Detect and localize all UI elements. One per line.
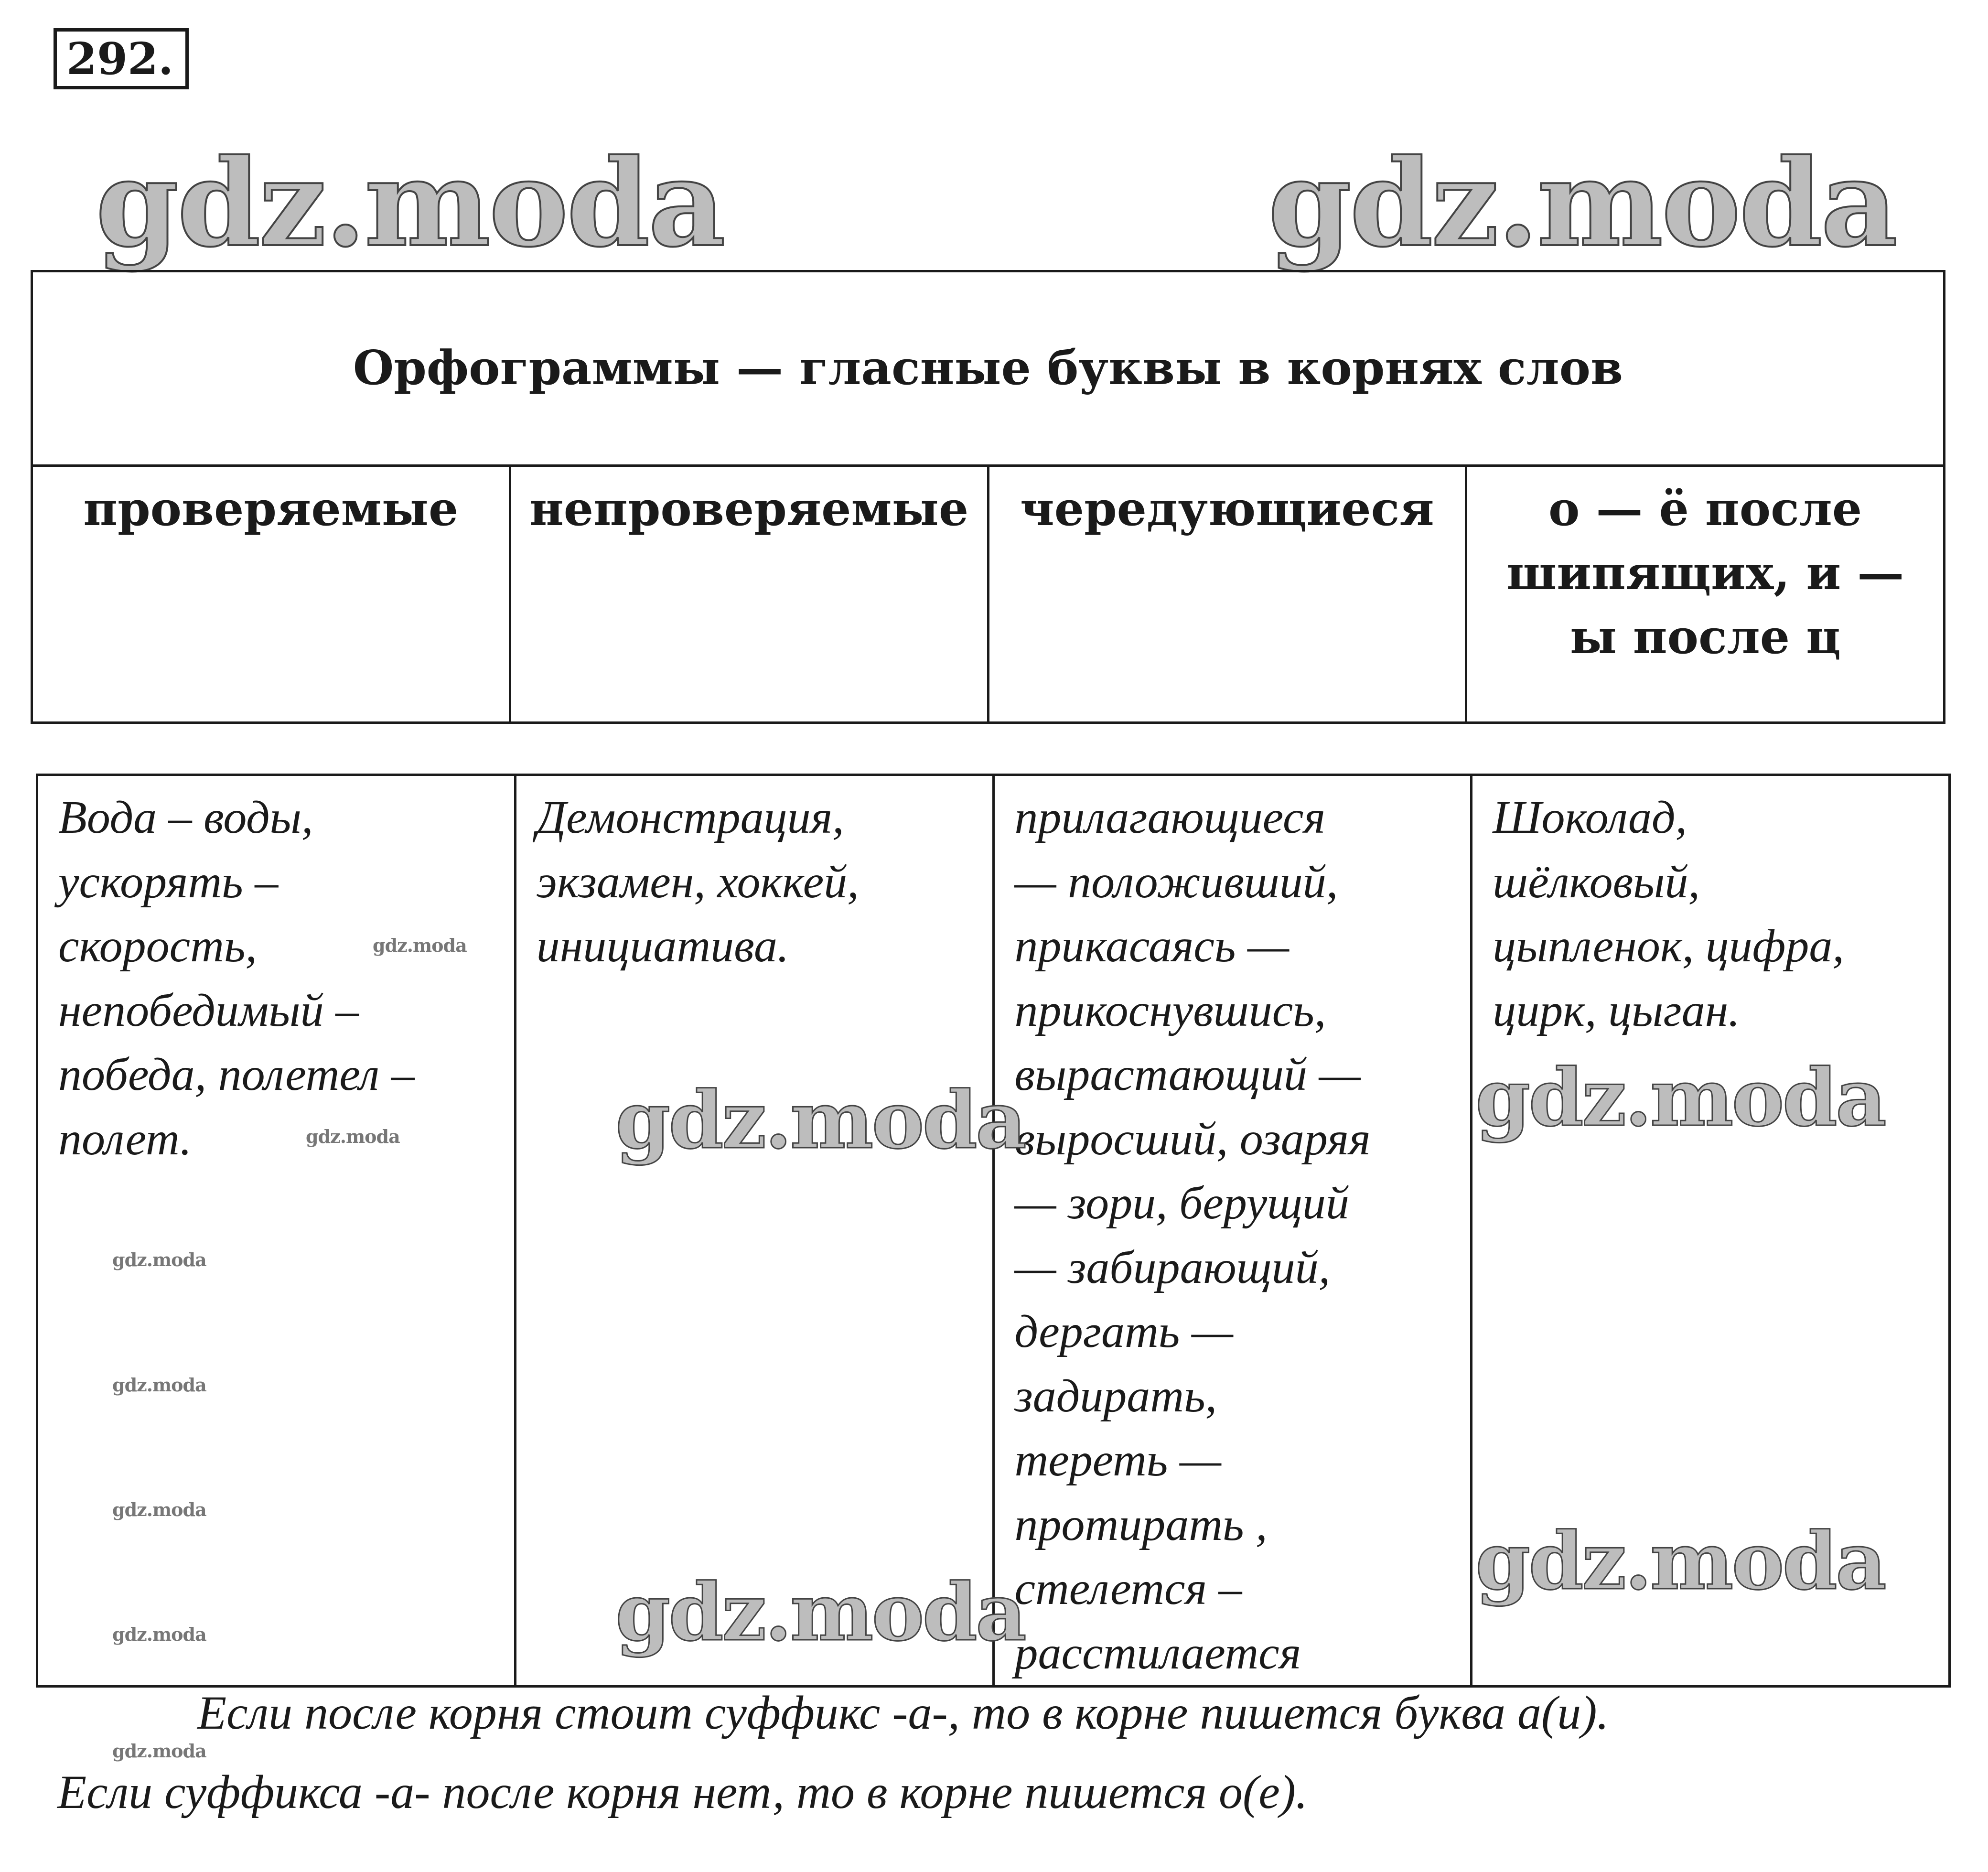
answer-cell-alternating [993,775,1472,1687]
answer-line: победа, полетел – [58,1049,415,1100]
answer-line: экзамен, хоккей, [536,856,859,908]
answer-line: ускорять – [58,856,279,908]
answer-line: стелется – [1014,1563,1242,1614]
watermark-logo: gdz.moda [96,133,724,273]
watermark-small: gdz.moda [306,1126,400,1147]
answer-line: цыпленок, цифра, [1493,920,1844,972]
answer-line: Шоколад, [1493,792,1687,843]
answer-line: шёлковый, [1493,856,1700,908]
answer-line: дергать — [1014,1306,1234,1357]
watermark-logo: gdz.moda [1268,133,1896,273]
answer-line: полет. [58,1113,192,1165]
answer-line: инициатива. [536,920,789,972]
rule-text-line-1: Если после корня стоит суффикс -а-, то в корне пишется буква а(и). [197,1686,1609,1739]
answer-cell-checked [37,775,516,1687]
column-header-checked: проверяемые [32,466,510,723]
watermark-small: gdz.moda [112,1740,206,1762]
answer-line: выросший, озаряя [1014,1113,1371,1165]
column-header-alternating: чередующиеся [988,466,1466,723]
watermark-logo: gdz.moda [615,1074,1025,1166]
answer-line: тереть — [1014,1434,1221,1486]
answer-line: Демонстрация, [536,792,844,843]
header-table [31,270,1945,724]
watermark-logo: gdz.moda [1475,1051,1885,1144]
exercise-number: 292. [54,28,189,89]
answer-line: прикасаясь — [1014,920,1290,972]
watermark-small: gdz.moda [112,1374,206,1396]
table-title: Орфограммы — гласные буквы в корнях слов [32,271,1945,466]
answer-line: задирать, [1014,1370,1217,1422]
answer-line: непобедимый – [58,984,359,1036]
watermark-small: gdz.moda [112,1624,206,1645]
watermark-logo: gdz.moda [615,1566,1025,1658]
answer-line: — забирающий, [1014,1241,1331,1293]
answer-line: расстилается [1014,1627,1301,1679]
watermark-small: gdz.moda [112,1499,206,1520]
answer-line: протирать , [1014,1498,1268,1550]
answer-line: — зори, берущий [1014,1177,1350,1229]
answer-line: Вода – воды, [58,792,313,843]
column-header-unchecked: непроверяемые [510,466,988,723]
answer-line: — положивший, [1014,856,1338,908]
answer-line: цирк, цыган. [1493,984,1740,1036]
answer-line: прикоснувшись, [1014,984,1326,1036]
answer-line: прилагающиеся [1014,792,1325,843]
watermark-small: gdz.moda [112,1249,206,1270]
answer-line: скорость, [58,920,257,972]
answer-cell-unchecked [515,775,993,1687]
column-header-after-sibilants: о — ё после шипящих, и — ы после ц [1466,466,1945,723]
watermark-logo: gdz.moda [1475,1515,1885,1607]
watermark-small: gdz.moda [373,935,467,956]
answer-line: вырастающий — [1014,1049,1361,1100]
rule-text-line-2: Если суффикса -а- после корня нет, то в корне пишется о(е). [57,1765,1308,1818]
